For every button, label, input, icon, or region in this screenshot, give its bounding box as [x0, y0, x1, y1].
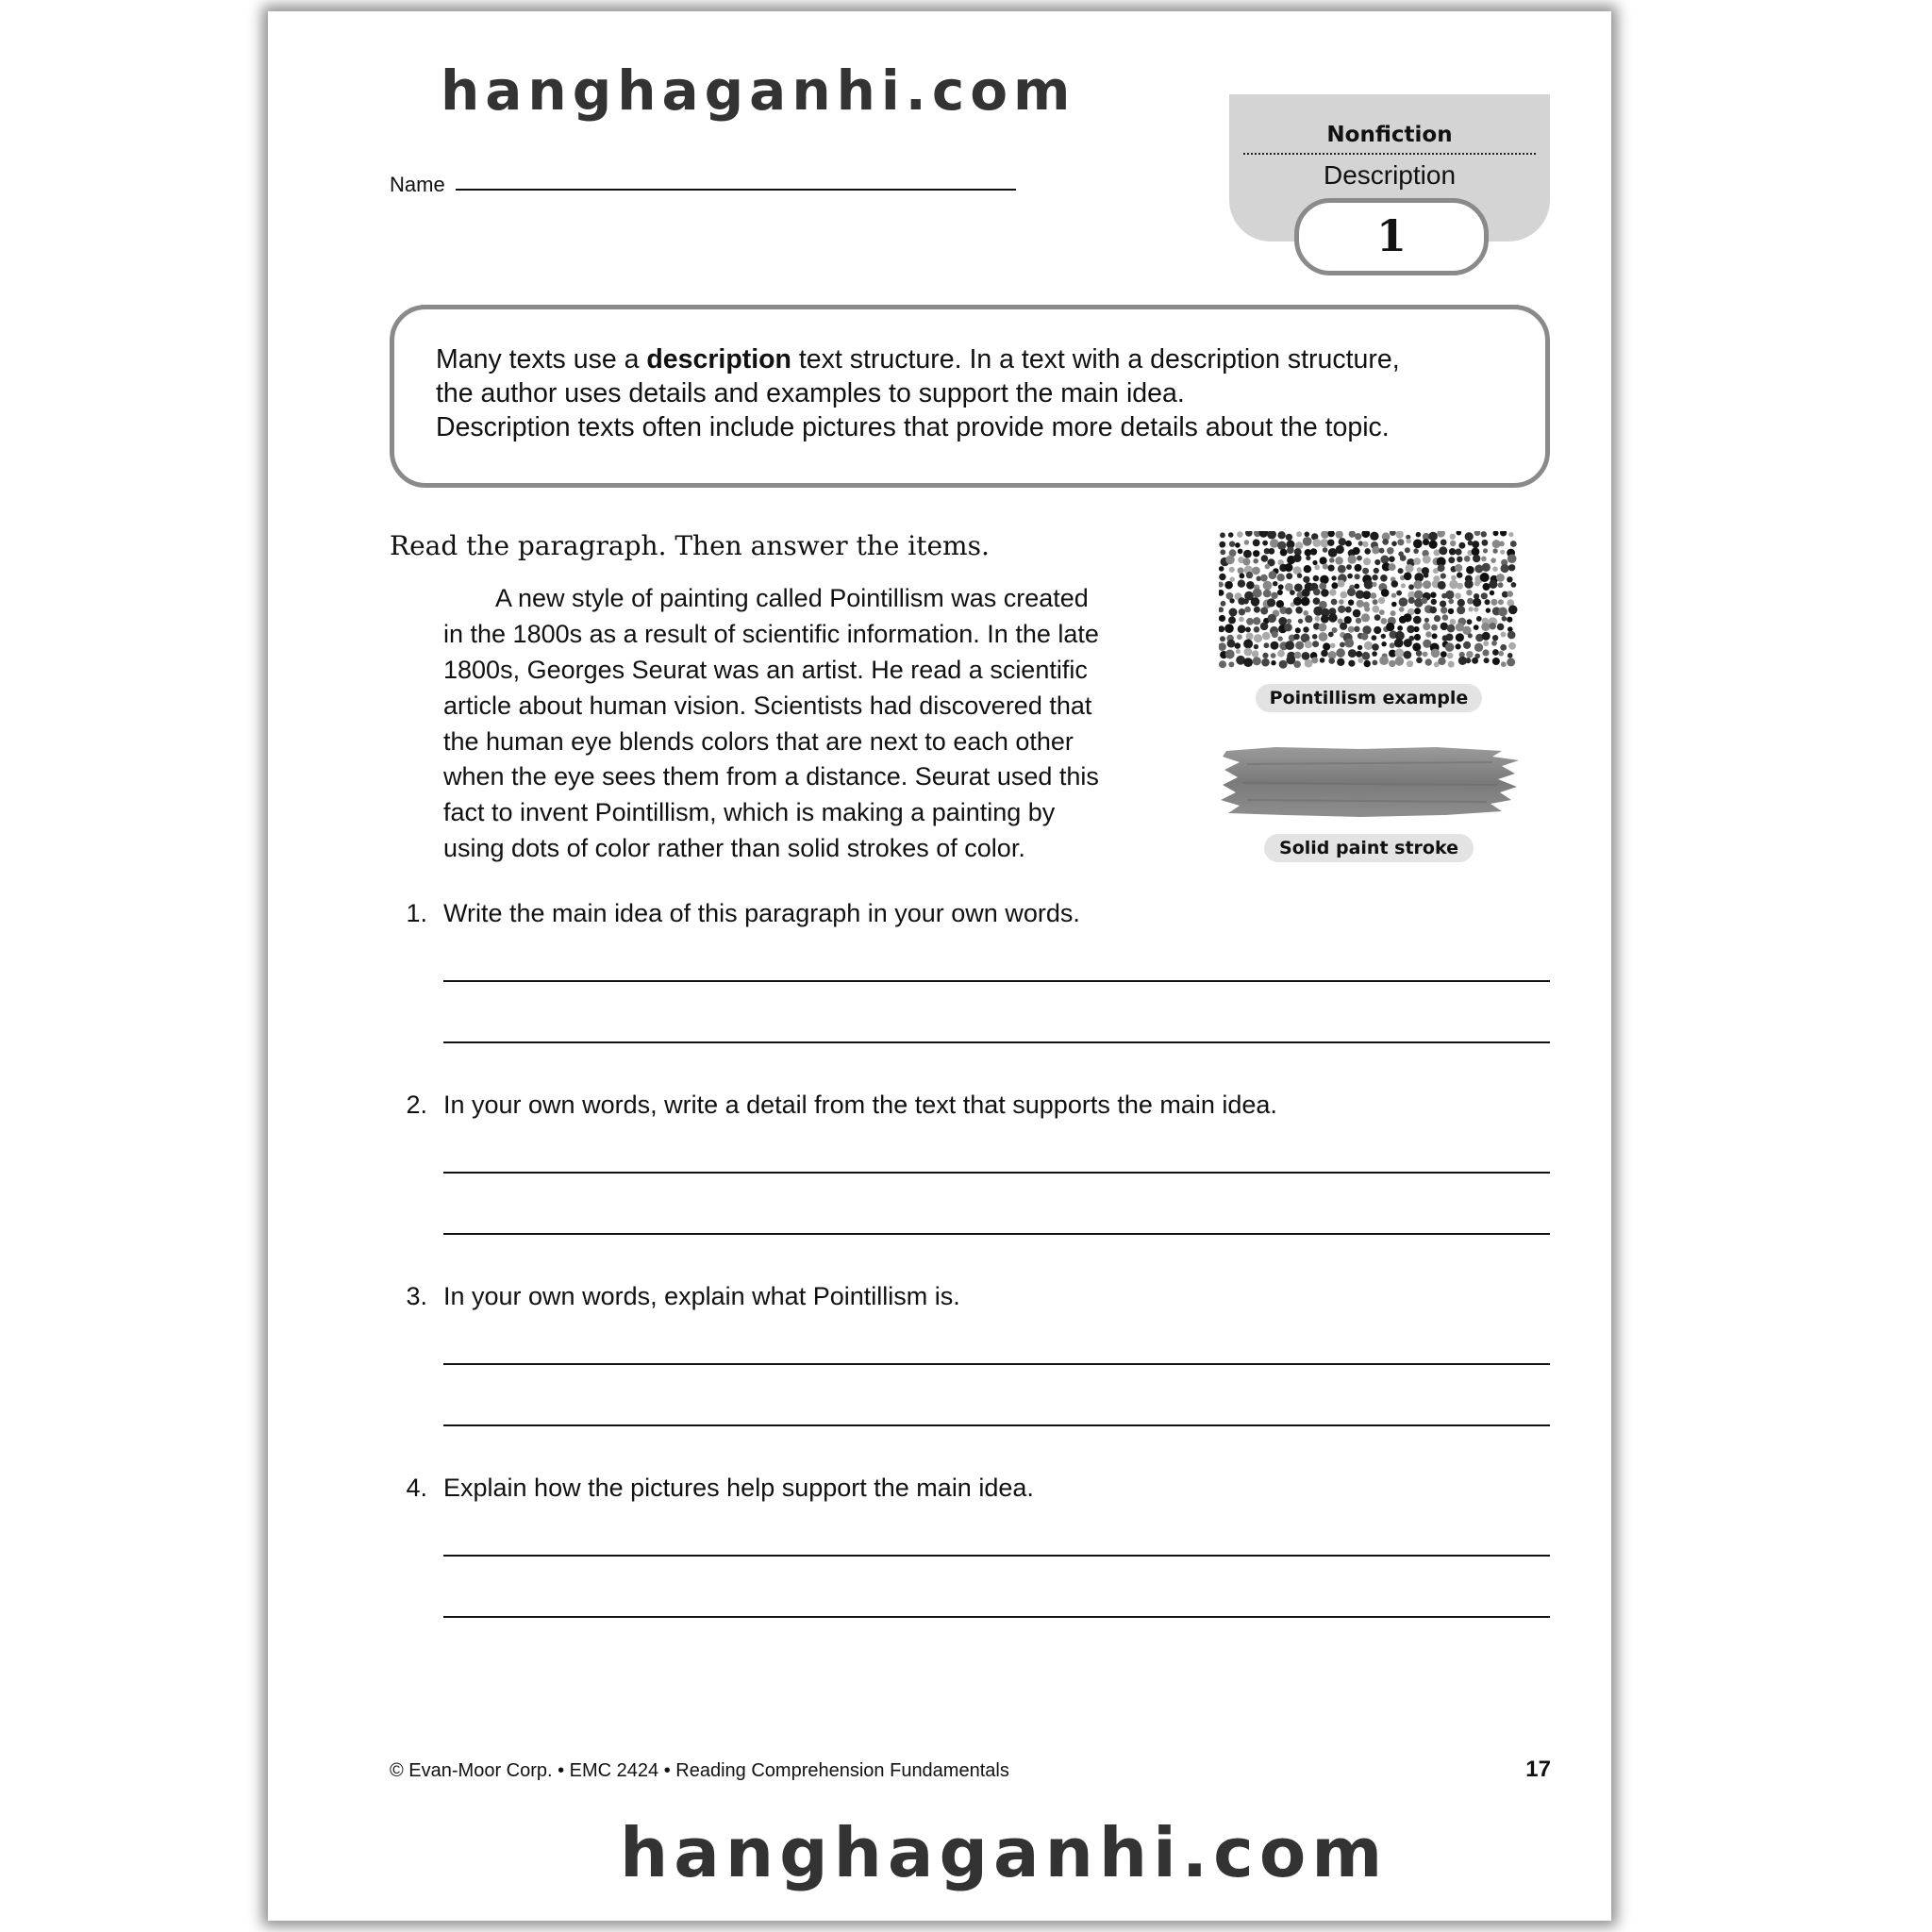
answer-line[interactable]: [443, 1233, 1550, 1235]
tab-subtitle: Description: [1323, 160, 1457, 190]
answer-line[interactable]: [443, 1555, 1550, 1557]
stroke-caption: Solid paint stroke: [1264, 834, 1474, 862]
paragraph-line: A new style of painting called Pointillism was created: [495, 584, 1089, 612]
info-line-3: Description texts often include pictures that provide more details about the topic.: [436, 412, 1390, 442]
paragraph-line: the human eye blends colors that are next to each other: [443, 727, 1074, 756]
name-field-line[interactable]: [456, 189, 1016, 191]
answer-line[interactable]: [443, 1172, 1550, 1174]
info-line-1-start: Many texts use a: [436, 344, 647, 375]
paragraph-line: fact to invent Pointillism, which is making a painting by: [443, 798, 1056, 826]
question-number: 4.: [406, 1474, 427, 1502]
info-line-2: the author uses details and examples to support the main idea.: [436, 378, 1185, 408]
pointillism-example-image: [1219, 531, 1521, 673]
answer-line[interactable]: [443, 1616, 1550, 1618]
question-number: 3.: [406, 1282, 427, 1310]
name-label: Name: [390, 173, 445, 196]
solid-paint-stroke-image: [1219, 745, 1521, 821]
question-text: Write the main idea of this paragraph in your own words.: [443, 899, 1080, 927]
question-number: 1.: [406, 899, 427, 927]
question-number: 2.: [406, 1091, 427, 1119]
copyright-footer: © Evan-Moor Corp. • EMC 2424 • Reading Comprehension Fundamentals: [390, 1760, 1009, 1781]
answer-line[interactable]: [443, 1041, 1550, 1043]
info-line-1: [436, 344, 1400, 375]
answer-line[interactable]: [443, 980, 1550, 982]
lesson-number-badge: 1: [1294, 198, 1489, 275]
tab-divider: [1243, 153, 1536, 155]
paragraph-line: 1800s, Georges Seurat was an artist. He read a scientific: [443, 656, 1088, 684]
instruction: Read the paragraph. Then answer the items.: [390, 530, 990, 561]
page-number: 17: [1525, 1757, 1551, 1782]
question-text: Explain how the pictures help support the main idea.: [443, 1474, 1034, 1502]
question-text: In your own words, explain what Pointillism is.: [443, 1282, 960, 1310]
worksheet-page: [268, 11, 1611, 1921]
paragraph-line: when the eye sees them from a distance. Seurat used this: [443, 762, 1099, 791]
watermark-top: hanghaganhi.com: [441, 58, 1076, 123]
paragraph-line: using dots of color rather than solid strokes of color.: [443, 834, 1025, 862]
info-line-1-end: text structure. In a text with a description structure,: [791, 344, 1400, 375]
paragraph-line: in the 1800s as a result of scientific information. In the late: [443, 620, 1099, 648]
tab-category: Nonfiction: [1326, 123, 1453, 147]
question-text: In your own words, write a detail from the text that supports the main idea.: [443, 1091, 1277, 1119]
pointillism-caption: Pointillism example: [1256, 684, 1482, 712]
answer-line[interactable]: [443, 1424, 1550, 1426]
info-keyword: description: [646, 344, 791, 375]
paragraph-line: article about human vision. Scientists had discovered that: [443, 691, 1092, 720]
watermark-bottom: hanghaganhi.com: [620, 1813, 1389, 1892]
answer-line[interactable]: [443, 1363, 1550, 1365]
